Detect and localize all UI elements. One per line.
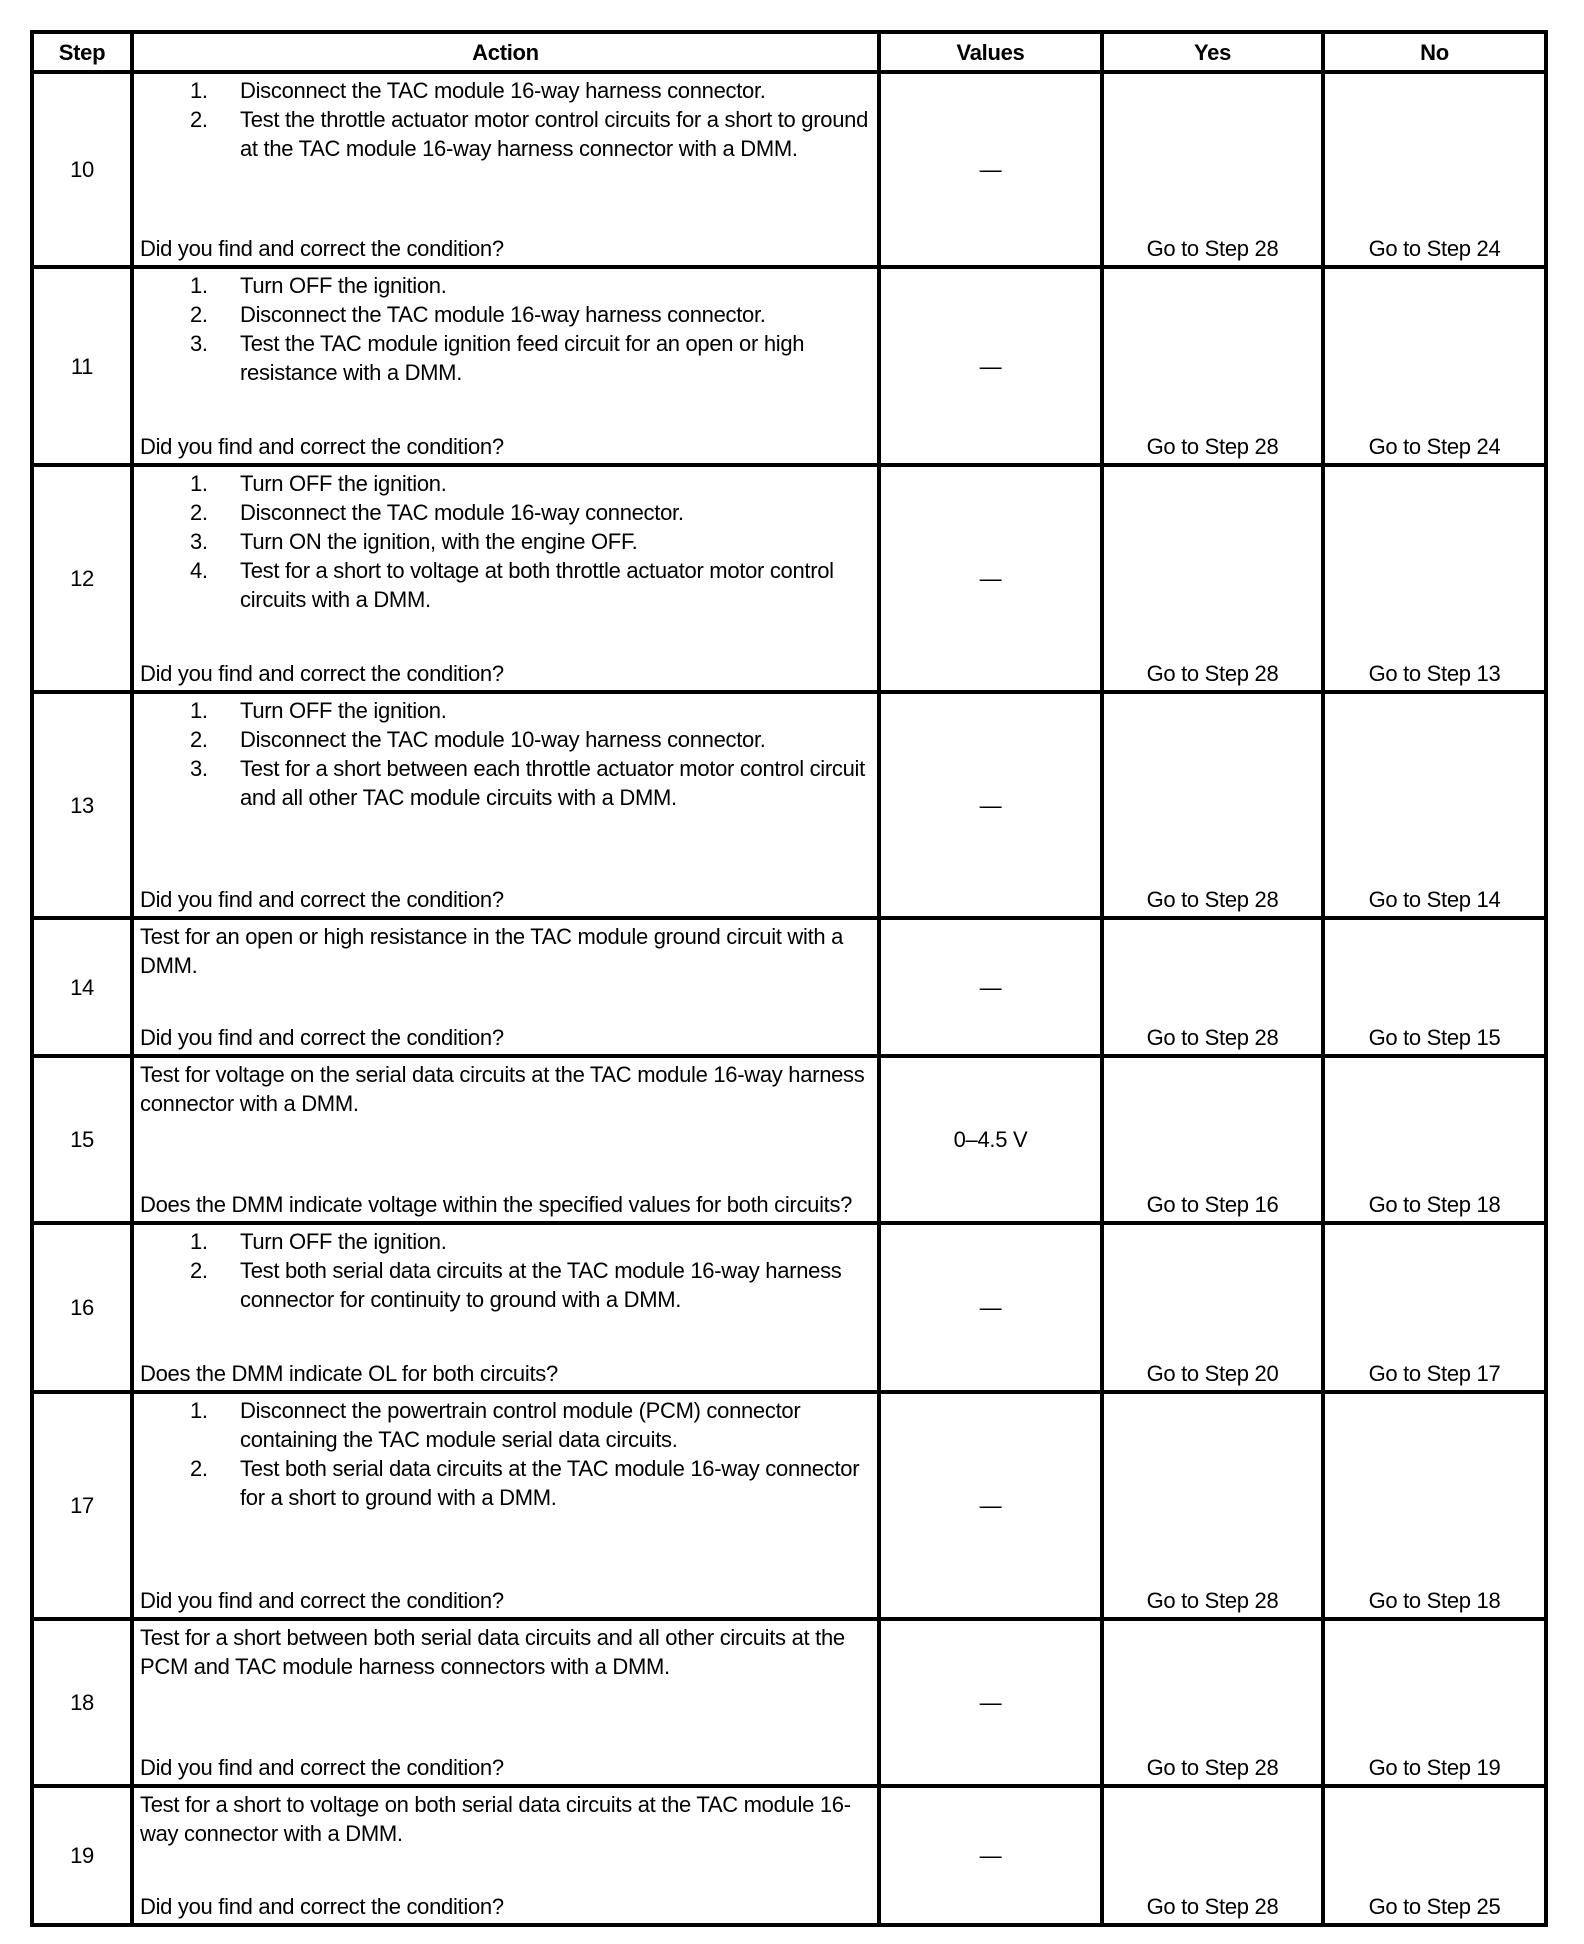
values-cell: — <box>879 465 1102 692</box>
action-question: Did you find and correct the condition? <box>140 1025 504 1050</box>
step-number: 2. <box>190 727 208 752</box>
table-row <box>32 1619 1546 1786</box>
step-number: 4. <box>190 558 208 583</box>
action-steps <box>140 1227 871 1314</box>
step-number: 3. <box>190 756 208 781</box>
values-cell: — <box>879 267 1102 465</box>
action-question: Did you find and correct the condition? <box>140 887 504 912</box>
step-text: Disconnect the TAC module 16-way harness connector. <box>240 78 766 103</box>
action-steps <box>140 696 871 812</box>
action-cell <box>132 1223 879 1392</box>
table-row <box>32 465 1546 692</box>
header-values: Values <box>879 32 1102 72</box>
action-step <box>140 556 871 614</box>
action-steps <box>140 76 871 163</box>
table-row <box>32 1223 1546 1392</box>
action-step <box>140 1227 871 1256</box>
values-cell: — <box>879 1223 1102 1392</box>
step-text: Disconnect the TAC module 16-way harness connector. <box>240 302 766 327</box>
table-row <box>32 267 1546 465</box>
action-text: Test for a short to voltage on both serial data circuits at the TAC module 16-way connector with a DMM. <box>140 1792 851 1846</box>
action-question: Did you find and correct the condition? <box>140 236 504 261</box>
step-text: Test the TAC module ignition feed circuit for an open or high resistance with a DMM. <box>240 331 805 385</box>
table-row <box>32 1392 1546 1619</box>
action-question: Does the DMM indicate voltage within the specified values for both circuits? <box>140 1192 853 1217</box>
action-question: Did you find and correct the condition? <box>140 434 504 459</box>
values-cell: — <box>879 692 1102 918</box>
step-text: Disconnect the TAC module 16-way connector. <box>240 500 684 525</box>
action-cell <box>132 918 879 1056</box>
yes-cell: Go to Step 28 <box>1102 72 1323 267</box>
action-cell <box>132 1056 879 1223</box>
yes-cell: Go to Step 28 <box>1102 1392 1323 1619</box>
step-text: Test for a short to voltage at both throttle actuator motor control circuits with a DMM. <box>240 558 834 612</box>
step-number: 1. <box>190 273 208 298</box>
action-cell <box>132 267 879 465</box>
yes-cell: Go to Step 20 <box>1102 1223 1323 1392</box>
action-question: Does the DMM indicate OL for both circuits? <box>140 1361 558 1386</box>
step-number: 2. <box>190 107 208 132</box>
step-number-cell: 19 <box>32 1786 132 1925</box>
no-cell: Go to Step 13 <box>1323 465 1546 692</box>
no-cell: Go to Step 18 <box>1323 1056 1546 1223</box>
step-number: 1. <box>190 78 208 103</box>
action-step <box>140 1454 871 1512</box>
action-question: Did you find and correct the condition? <box>140 661 504 686</box>
action-step <box>140 469 871 498</box>
no-cell: Go to Step 17 <box>1323 1223 1546 1392</box>
step-number: 2. <box>190 1258 208 1283</box>
action-step <box>140 76 871 105</box>
action-text: Test for voltage on the serial data circuits at the TAC module 16-way harness connector with a DMM. <box>140 1062 865 1116</box>
step-number: 3. <box>190 529 208 554</box>
values-cell: — <box>879 1392 1102 1619</box>
step-text: Disconnect the TAC module 10-way harness connector. <box>240 727 766 752</box>
step-number-cell: 16 <box>32 1223 132 1392</box>
step-text: Turn OFF the ignition. <box>240 1229 447 1254</box>
action-step <box>140 1396 871 1454</box>
header-row <box>32 32 1546 72</box>
action-question: Did you find and correct the condition? <box>140 1894 504 1919</box>
values-cell: — <box>879 1786 1102 1925</box>
action-step <box>140 527 871 556</box>
action-step <box>140 498 871 527</box>
step-number-cell: 14 <box>32 918 132 1056</box>
yes-cell: Go to Step 28 <box>1102 692 1323 918</box>
header-step: Step <box>32 32 132 72</box>
values-cell: — <box>879 918 1102 1056</box>
step-text: Turn OFF the ignition. <box>240 273 447 298</box>
header-yes: Yes <box>1102 32 1323 72</box>
yes-cell: Go to Step 28 <box>1102 1786 1323 1925</box>
step-number: 1. <box>190 1398 208 1423</box>
no-cell: Go to Step 18 <box>1323 1392 1546 1619</box>
action-cell <box>132 692 879 918</box>
table-row <box>32 918 1546 1056</box>
action-cell <box>132 1619 879 1786</box>
no-cell: Go to Step 14 <box>1323 692 1546 918</box>
step-number-cell: 13 <box>32 692 132 918</box>
step-number: 2. <box>190 302 208 327</box>
step-number-cell: 10 <box>32 72 132 267</box>
yes-cell: Go to Step 28 <box>1102 465 1323 692</box>
action-cell <box>132 1392 879 1619</box>
step-text: Turn ON the ignition, with the engine OFF. <box>240 529 638 554</box>
action-cell <box>132 1786 879 1925</box>
header-no: No <box>1323 32 1546 72</box>
table-row <box>32 1056 1546 1223</box>
action-step <box>140 271 871 300</box>
step-number: 1. <box>190 698 208 723</box>
no-cell: Go to Step 24 <box>1323 72 1546 267</box>
step-number-cell: 11 <box>32 267 132 465</box>
table-row <box>32 692 1546 918</box>
action-steps <box>140 271 871 387</box>
step-text: Test both serial data circuits at the TAC module 16-way connector for a short to ground with a DMM. <box>240 1456 860 1510</box>
values-cell: — <box>879 1619 1102 1786</box>
step-number: 2. <box>190 500 208 525</box>
step-number-cell: 17 <box>32 1392 132 1619</box>
yes-cell: Go to Step 28 <box>1102 918 1323 1056</box>
yes-cell: Go to Step 16 <box>1102 1056 1323 1223</box>
yes-cell: Go to Step 28 <box>1102 267 1323 465</box>
no-cell: Go to Step 25 <box>1323 1786 1546 1925</box>
diagnostic-table <box>30 30 1548 1927</box>
header-action: Action <box>132 32 879 72</box>
action-step <box>140 300 871 329</box>
values-cell: 0–4.5 V <box>879 1056 1102 1223</box>
action-text: Test for an open or high resistance in the TAC module ground circuit with a DMM. <box>140 924 844 978</box>
step-text: Test for a short between each throttle actuator motor control circuit and all other TAC module circuits with a DMM. <box>240 756 865 810</box>
action-cell <box>132 72 879 267</box>
no-cell: Go to Step 15 <box>1323 918 1546 1056</box>
no-cell: Go to Step 19 <box>1323 1619 1546 1786</box>
action-question: Did you find and correct the condition? <box>140 1588 504 1613</box>
step-text: Turn OFF the ignition. <box>240 698 447 723</box>
action-text: Test for a short between both serial data circuits and all other circuits at the PCM and TAC module harness connectors with a DMM. <box>140 1625 845 1679</box>
table-row <box>32 1786 1546 1925</box>
step-number-cell: 12 <box>32 465 132 692</box>
step-text: Turn OFF the ignition. <box>240 471 447 496</box>
action-step <box>140 329 871 387</box>
step-text: Test both serial data circuits at the TAC module 16-way harness connector for continuity to ground with a DMM. <box>240 1258 842 1312</box>
action-cell <box>132 465 879 692</box>
step-number: 3. <box>190 331 208 356</box>
action-steps <box>140 1396 871 1512</box>
step-text: Disconnect the powertrain control module (PCM) connector containing the TAC module serial data circuits. <box>240 1398 801 1452</box>
action-step <box>140 696 871 725</box>
action-step <box>140 1256 871 1314</box>
step-text: Test the throttle actuator motor control circuits for a short to ground at the TAC module 16-way harness connector with a DMM. <box>240 107 869 161</box>
action-question: Did you find and correct the condition? <box>140 1755 504 1780</box>
action-steps <box>140 469 871 614</box>
step-number: 1. <box>190 1229 208 1254</box>
yes-cell: Go to Step 28 <box>1102 1619 1323 1786</box>
action-step <box>140 754 871 812</box>
values-cell: — <box>879 72 1102 267</box>
action-step <box>140 105 871 163</box>
no-cell: Go to Step 24 <box>1323 267 1546 465</box>
table-row <box>32 72 1546 267</box>
step-number-cell: 15 <box>32 1056 132 1223</box>
step-number-cell: 18 <box>32 1619 132 1786</box>
step-number: 2. <box>190 1456 208 1481</box>
action-step <box>140 725 871 754</box>
step-number: 1. <box>190 471 208 496</box>
